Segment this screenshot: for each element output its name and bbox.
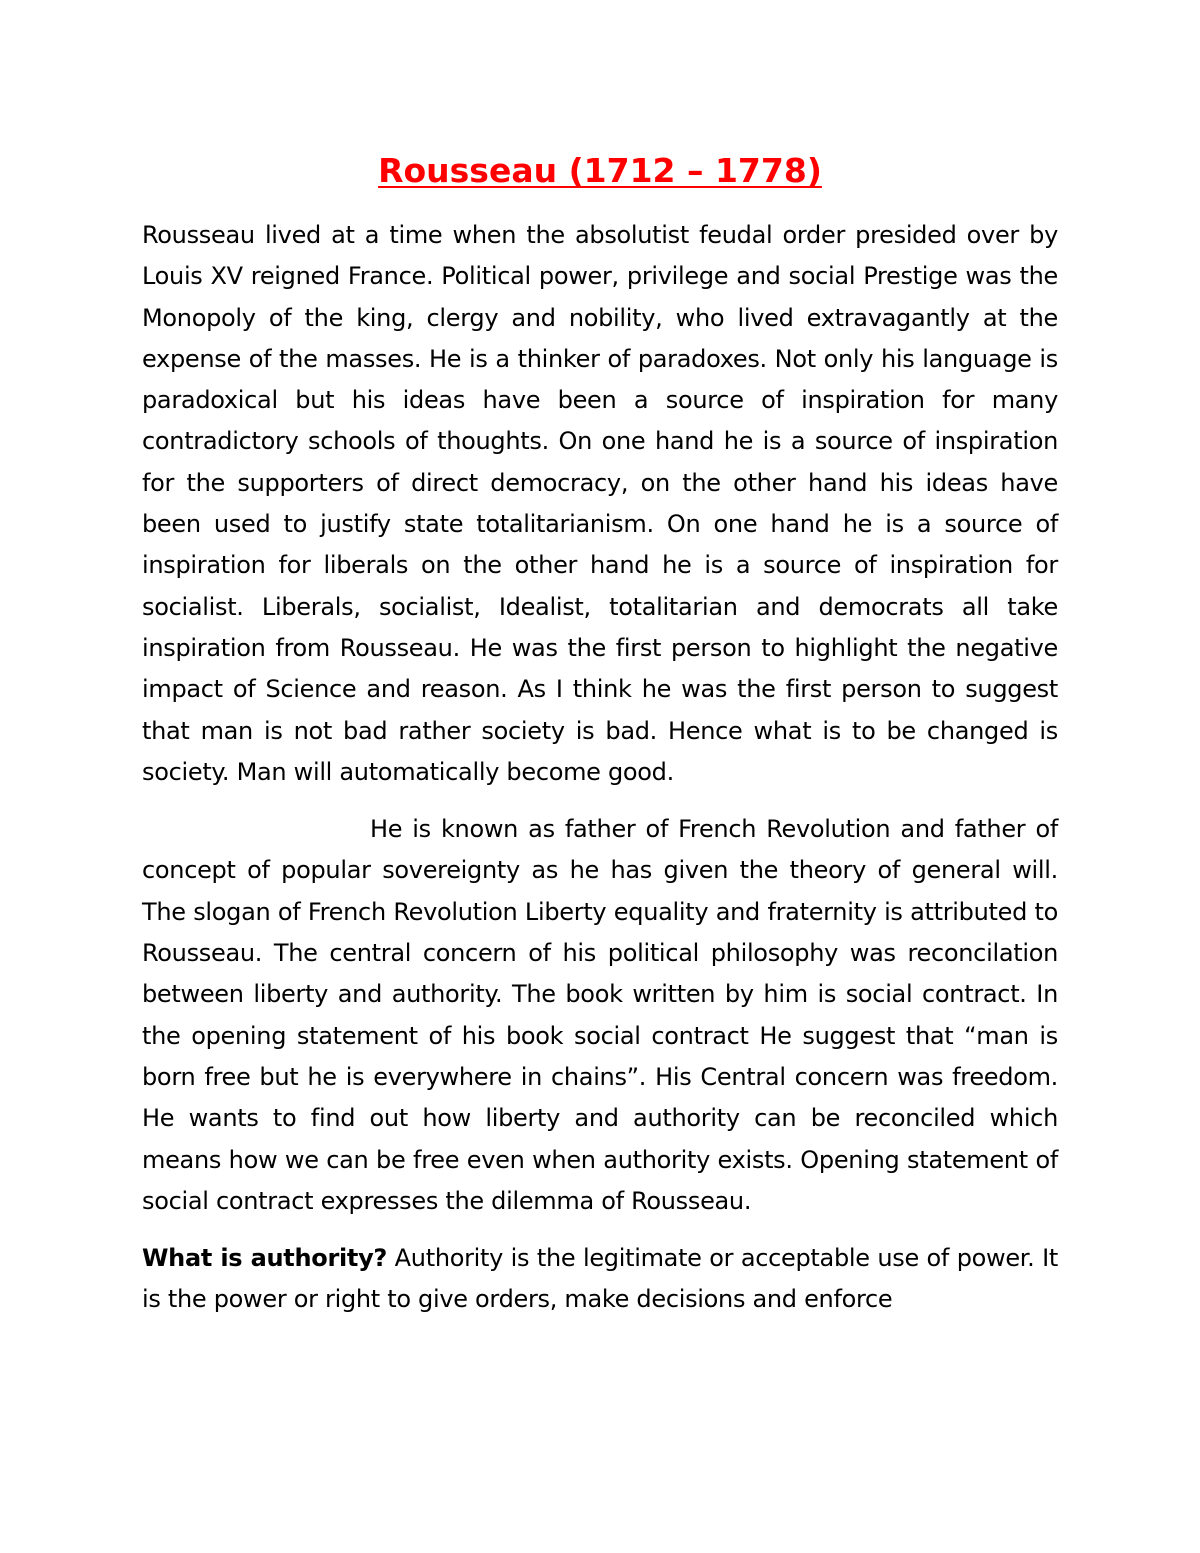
page-title: Rousseau (1712 – 1778) [378, 151, 822, 190]
document-body [142, 215, 1058, 1337]
paragraph-intro: Rousseau lived at a time when the absolutist feudal order presided over by Louis XV reigned France. Political power, privilege and social Prestige was the Monopoly of the king, clergy and nobility, who lived extravagantly at the expense of the masses. He is a thinker of paradoxes. Not only his language is paradoxical but his ideas have been a source of inspiration for many contradictory schools of thoughts. On one hand he is a source of inspiration for the supporters of direct democracy, on the other hand his ideas have been used to justify state totalitarianism. On one hand he is a source of inspiration for liberals on the other hand he is a source of inspiration for socialist. Liberals, socialist, Idealist, totalitarian and democrats all take inspiration from Rousseau. He was the first person to highlight the negative impact of Science and reason. As I think he was the first person to suggest that man is not bad rather society is bad. Hence what is to be changed is society. Man will automatically become good. [142, 221, 1058, 786]
authority-heading: What is authority? [142, 1244, 388, 1273]
paragraph-authority [142, 1238, 1058, 1321]
paragraph-french-revolution: He is known as father of French Revolution and father of concept of popular sovereignty as he has given the theory of general will. The slogan of French Revolution Liberty equality and fraternity is attributed to Rousseau. The central concern of his political philosophy was reconcilation between liberty and authority. The book written by him is social contract. In the opening statement of his book social contract He suggest that “man is born free but he is everywhere in chains”. His Central concern was freedom. He wants to find out how liberty and authority can be reconciled which means how we can be free even when authority exists. Opening statement of social contract expresses the dilemma of Rousseau. [142, 815, 1058, 1215]
authority-definition: Authority is the legitimate or acceptable use of power. It is the power or right to give orders, make decisions and enforce [142, 1244, 1058, 1314]
